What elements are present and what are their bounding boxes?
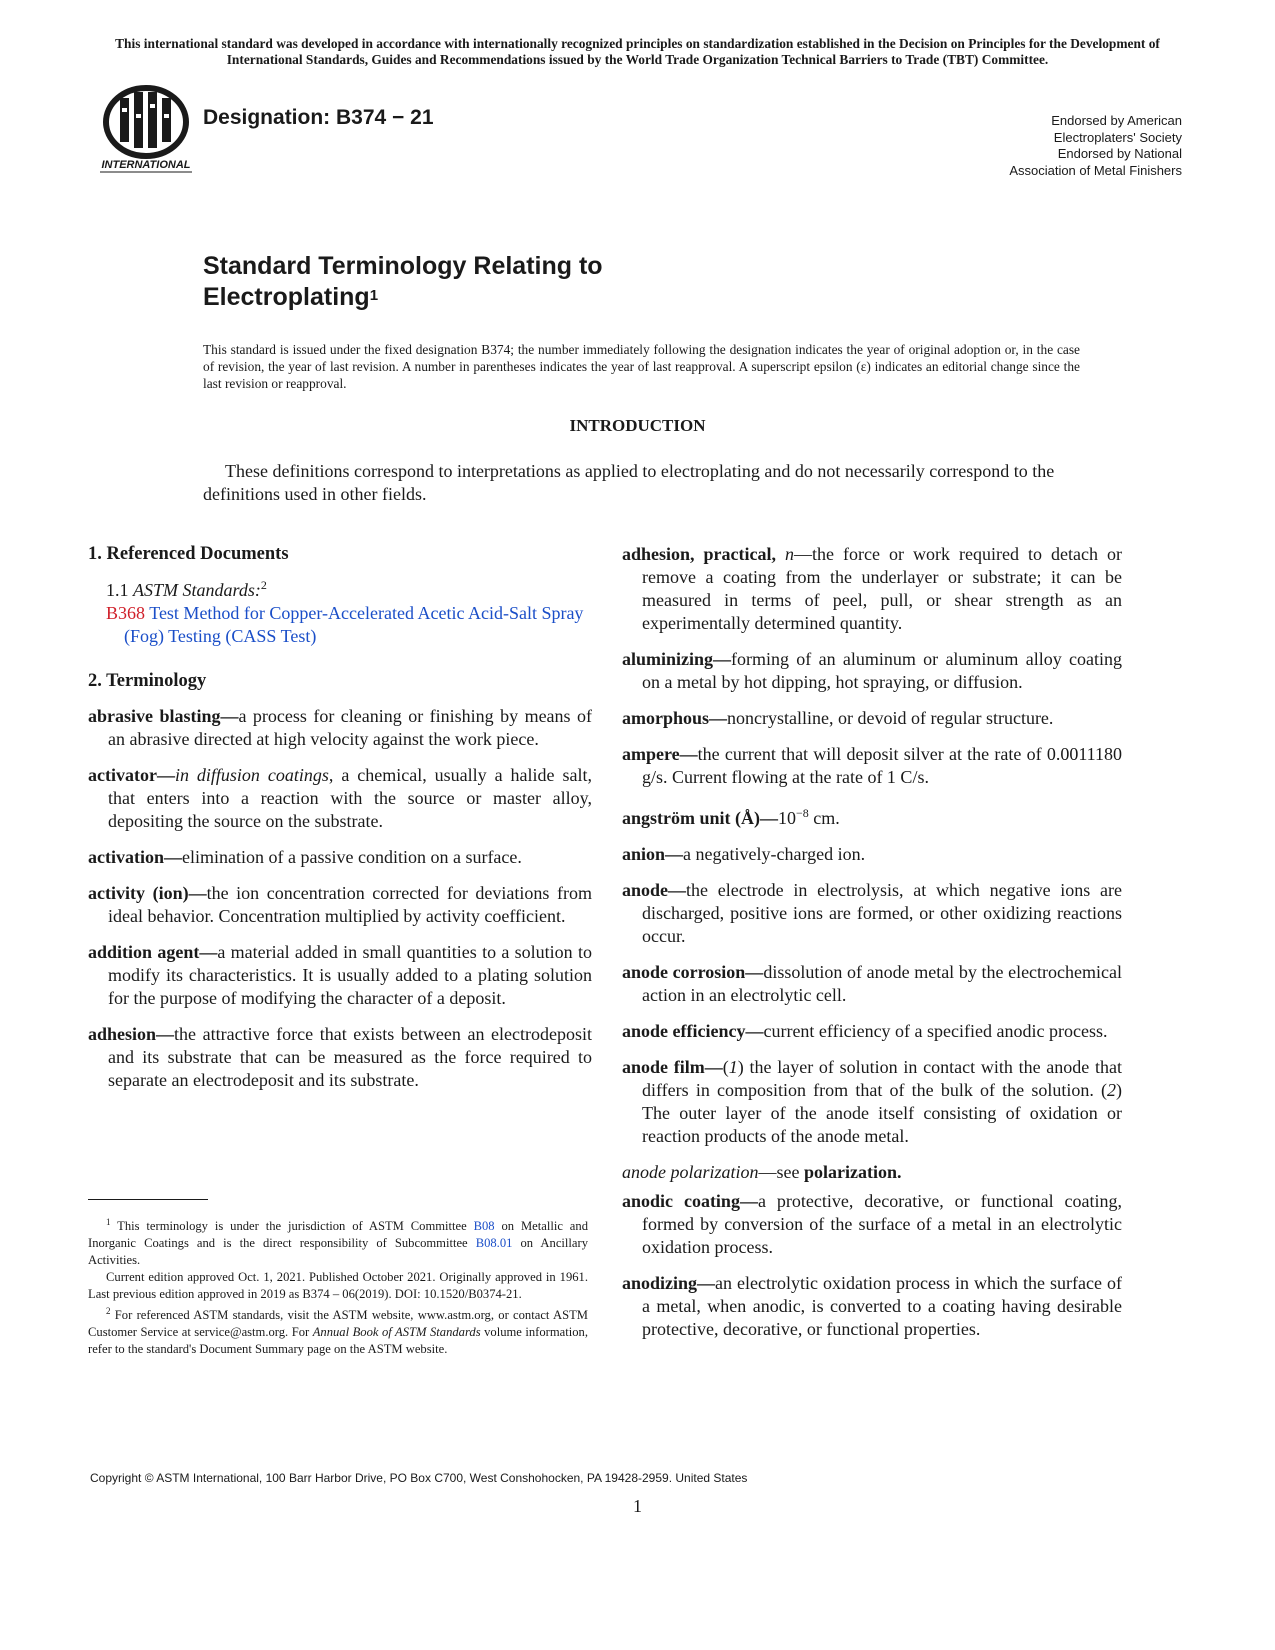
footnote-text: volume information, refer to the standard's Document Summary page on the ASTM website. bbox=[88, 1325, 588, 1357]
subsection-number: 1.1 bbox=[106, 580, 129, 600]
reference-code-link[interactable]: B368 bbox=[106, 603, 146, 623]
term-name: anode efficiency— bbox=[622, 1021, 764, 1041]
endorsement-line: Association of Metal Finishers bbox=[1009, 162, 1182, 178]
committee-link[interactable]: B08 bbox=[473, 1219, 495, 1234]
term-entry bbox=[88, 705, 592, 751]
right-column bbox=[622, 543, 1122, 1354]
footnote-text: on Metallic and Inorganic Coatings and is the direct responsibility of Subcommittee bbox=[88, 1219, 588, 1251]
footnote-2 bbox=[88, 1303, 588, 1358]
term-entry bbox=[622, 707, 1122, 730]
term-definition: , a chemical, usually a halide salt, that enters into a reaction with the source or master alloy, depositing the source on the substrate. bbox=[108, 765, 592, 831]
page-number: 1 bbox=[633, 1496, 642, 1516]
term-name: addition agent— bbox=[88, 942, 218, 962]
term-definition: the electrode in electrolysis, at which negative ions are discharged, positive ions are formed, or other oxidizing reactions occur. bbox=[642, 880, 1122, 946]
wto-notice: This international standard was developed in accordance with internationally recognized principles on standardization established in the Decision on Principles for the Development of International Standards, Guides and Recommendations issued by the World Trade Organization Technical Barriers to Trade (TBT) Committee. bbox=[115, 36, 1160, 67]
issuance-note: This standard is issued under the fixed designation B374; the number immediately following the designation indicates the year of original adoption or, in the case of revision, the year of last revision. A number in parentheses indicates the year of last reapproval. A superscript epsilon (ε) indicates an editorial change since the last revision or reapproval. bbox=[203, 342, 1080, 391]
title-line-1: Standard Terminology Relating to bbox=[203, 252, 603, 280]
subsection-footnote-mark: 2 bbox=[260, 578, 267, 592]
term-entry bbox=[88, 882, 592, 928]
reference-b368[interactable] bbox=[88, 602, 592, 648]
title-line-2 bbox=[203, 282, 603, 313]
term-entry bbox=[622, 879, 1122, 948]
term-entry bbox=[622, 1190, 1122, 1259]
term-definition: current efficiency of a specified anodic process. bbox=[763, 1021, 1108, 1041]
term-item-number: 1 bbox=[728, 1057, 738, 1077]
section-2-heading: 2. Terminology bbox=[88, 671, 207, 691]
term-name: abrasive blasting— bbox=[88, 706, 239, 726]
term-name: activity (ion)— bbox=[88, 883, 207, 903]
footnote-1 bbox=[88, 1214, 588, 1269]
title-footnote-mark: 1 bbox=[369, 287, 379, 304]
term-entry bbox=[622, 1020, 1122, 1043]
introduction-heading: INTRODUCTION bbox=[569, 416, 706, 435]
copyright: Copyright © ASTM International, 100 Barr Harbor Drive, PO Box C700, West Conshohocken, PA 19428-2959. United States bbox=[90, 1471, 748, 1485]
term-name: adhesion— bbox=[88, 1024, 175, 1044]
term-definition: the attractive force that exists between an electrodeposit and its substrate that can be measured as the force required to separate an electrodeposit and its substrate. bbox=[108, 1024, 592, 1090]
footnotes bbox=[88, 1214, 588, 1358]
term-entry bbox=[622, 843, 1122, 866]
term-definition: a material added in small quantities to a solution to modify its characteristics. It is usually added to a plating solution for the purpose of modifying the character of a deposit. bbox=[108, 942, 592, 1008]
term-name: anode corrosion— bbox=[622, 962, 764, 982]
title-text: Electroplating bbox=[203, 283, 370, 311]
term-definition: elimination of a passive condition on a surface. bbox=[182, 847, 522, 867]
term-unit: cm. bbox=[808, 808, 840, 828]
term-value: 10 bbox=[778, 808, 796, 828]
term-name: anode film— bbox=[622, 1057, 723, 1077]
footnote-divider bbox=[88, 1199, 208, 1200]
term-entry bbox=[88, 764, 592, 833]
term-definition: dissolution of anode metal by the electrochemical action in an electrolytic cell. bbox=[642, 962, 1122, 1005]
footnote-text: This terminology is under the jurisdiction of ASTM Committee bbox=[110, 1219, 474, 1234]
term-definition: forming of an aluminum or aluminum alloy coating on a metal by hot dipping, hot spraying, or diffusion. bbox=[642, 649, 1122, 692]
term-definition: noncrystalline, or devoid of regular structure. bbox=[727, 708, 1054, 728]
footnote-text: on Ancillary Activities. bbox=[88, 1236, 588, 1268]
introduction-text: These definitions correspond to interpretations as applied to electroplating and do not necessarily correspond to the definitions used in other fields. bbox=[203, 461, 1055, 504]
left-column bbox=[88, 543, 592, 1105]
term-name: aluminizing— bbox=[622, 649, 732, 669]
term-definition: an electrolytic oxidation process in which the surface of a metal, when anodic, is converted to a coating having desirable protective, decorative, or functional properties. bbox=[642, 1273, 1122, 1339]
term-name: angström unit (Å)— bbox=[622, 808, 778, 828]
term-entry bbox=[622, 961, 1122, 1007]
term-entry bbox=[622, 648, 1122, 694]
term-name: anion— bbox=[622, 844, 684, 864]
term-entry-anode-film: anode film—(1) the layer of solution in contact with the anode that differs in composition from that of the bulk of the solution. (2) The outer layer of the anode itself consisting of oxidation or reaction products of the anode metal. bbox=[622, 1057, 1122, 1146]
term-item-number: 2 bbox=[1107, 1080, 1116, 1100]
term-cross-reference: polarization. bbox=[804, 1162, 902, 1182]
term-name: anode— bbox=[622, 880, 687, 900]
logo-text: INTERNATIONAL bbox=[101, 159, 191, 171]
footnote-mark: 1 bbox=[106, 1217, 111, 1227]
term-entry bbox=[622, 743, 1122, 789]
term-qualifier: in diffusion coatings bbox=[174, 765, 329, 785]
term-entry-angstrom bbox=[622, 802, 1122, 830]
reference-title-link[interactable]: Test Method for Copper-Accelerated Acetic Acid-Salt Spray (Fog) Testing (CASS Test) bbox=[124, 603, 584, 646]
term-entry bbox=[88, 846, 592, 869]
term-definition: the layer of solution in contact with the anode that differs in composition from that of the bulk of the solution. ( bbox=[642, 1057, 1122, 1100]
term-entry bbox=[88, 941, 592, 1010]
footnote-text: For referenced ASTM standards, visit the ASTM website, www.astm.org, or contact ASTM Customer Service at service@astm.org. For bbox=[88, 1308, 588, 1340]
term-definition: a protective, decorative, or functional coating, formed by conversion of the surface of a metal in an electrolytic oxidation process. bbox=[642, 1191, 1122, 1257]
endorsement-line: Endorsed by National bbox=[1057, 146, 1182, 161]
term-name: anodizing— bbox=[622, 1273, 716, 1293]
section-1-heading: 1. Referenced Documents bbox=[88, 544, 289, 564]
term-name: anode polarization bbox=[622, 1162, 759, 1182]
term-name: ampere— bbox=[622, 744, 698, 764]
document-title bbox=[203, 251, 603, 313]
footnote-1-edition: Current edition approved Oct. 1, 2021. Published October 2021. Originally approved in 1961. Last previous edition approved in 2019 as B374 – 06(2019). DOI: 10.1520/B0374-21. bbox=[88, 1270, 588, 1302]
term-entry-anode-polarization bbox=[622, 1161, 1122, 1184]
designation: Designation: B374 − 21 bbox=[203, 106, 434, 129]
term-definition: ) The outer layer of the anode itself consisting of oxidation or reaction products of the anode metal. bbox=[642, 1080, 1122, 1146]
subcommittee-link[interactable]: B08.01 bbox=[475, 1236, 513, 1251]
astm-standards-subsection bbox=[88, 574, 592, 602]
term-definition: a negatively-charged ion. bbox=[683, 844, 866, 864]
term-definition: the ion concentration corrected for deviations from ideal behavior. Concentration multiplied by activity coefficient. bbox=[108, 883, 592, 926]
term-name: activation— bbox=[88, 847, 182, 867]
term-name: activator— bbox=[88, 765, 175, 785]
term-entry bbox=[88, 1023, 592, 1092]
footnote-mark: 2 bbox=[106, 1306, 111, 1317]
term-see: —see bbox=[758, 1162, 804, 1182]
astm-logo-icon bbox=[92, 84, 200, 176]
term-name: amorphous— bbox=[622, 708, 728, 728]
term-name: adhesion, practical, bbox=[622, 544, 786, 564]
term-entry bbox=[622, 543, 1122, 635]
endorsement-line: Electroplaters' Society bbox=[1053, 129, 1182, 145]
astm-logo bbox=[92, 84, 200, 176]
endorsements bbox=[1009, 113, 1182, 179]
term-definition: the current that will deposit silver at the rate of 0.0011180 g/s. Current flowing at the rate of 1 C/s. bbox=[642, 744, 1122, 787]
term-definition: —the force or work required to detach or remove a coating from the underlayer or substrate; it can be measured in terms of peel, pull, or shear strength as an experimentally determined quantity. bbox=[642, 544, 1122, 633]
term-definition: a process for cleaning or finishing by means of an abrasive directed at high velocity against the work piece. bbox=[108, 706, 592, 749]
endorsement-line: Endorsed by American bbox=[1051, 113, 1182, 128]
subsection-label: ASTM Standards: bbox=[133, 580, 261, 600]
footnote-italic: Annual Book of ASTM Standards bbox=[312, 1325, 481, 1340]
term-name: anodic coating— bbox=[622, 1191, 758, 1211]
term-qualifier: n bbox=[785, 544, 795, 564]
term-exponent: −8 bbox=[796, 806, 809, 820]
term-entry bbox=[622, 1272, 1122, 1341]
